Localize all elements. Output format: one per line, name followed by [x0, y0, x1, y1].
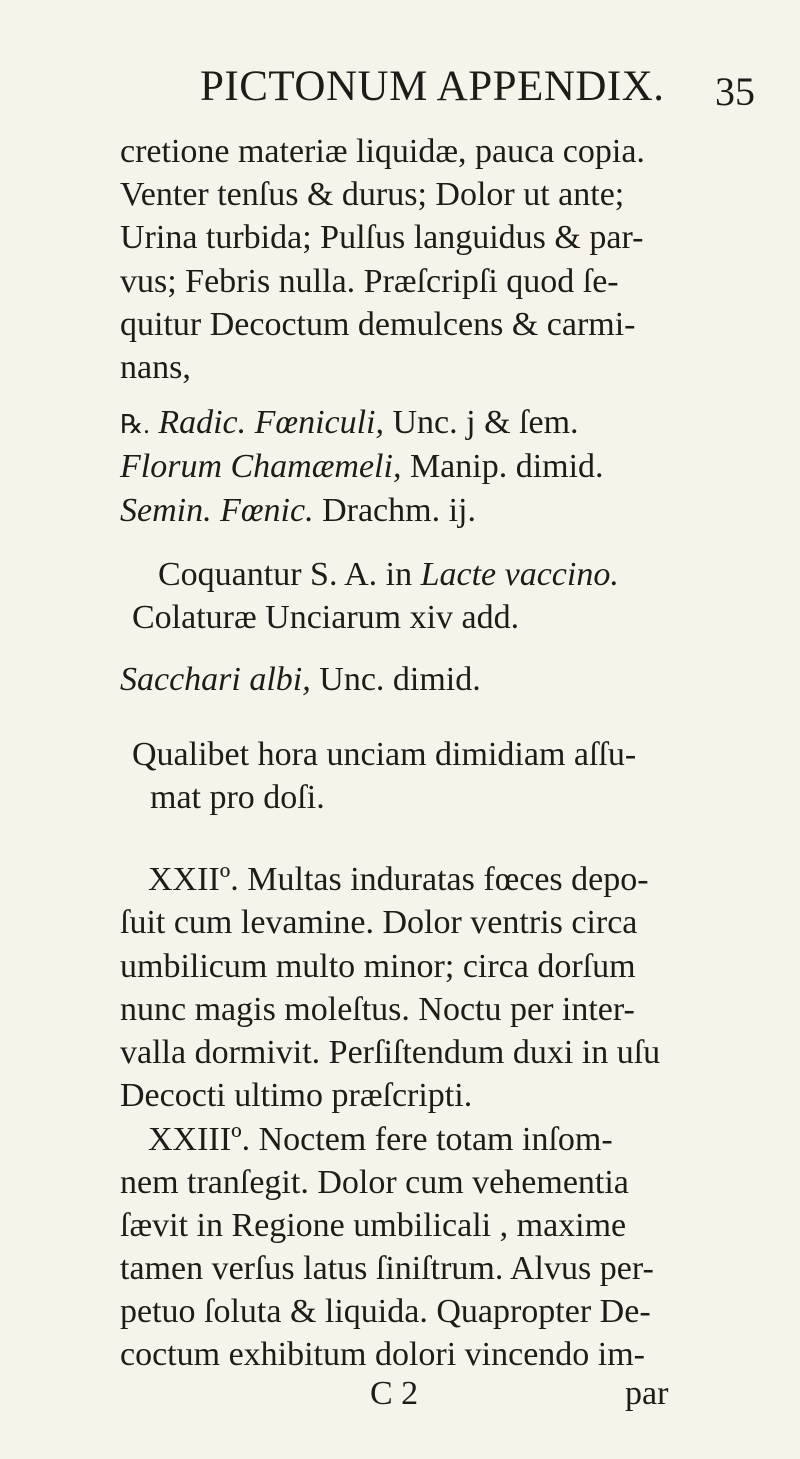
text-line: mat pro doſi. [150, 779, 325, 816]
recipe-ingredient: Florum Chamæmeli, [120, 448, 402, 485]
text-line: Decocti ultimo præſcripti. [120, 1077, 473, 1114]
text-line: quitur Decoctum demulcens & carmi- [120, 306, 636, 343]
text-line: Colaturæ Unciarum xiv add. [132, 599, 520, 636]
text-span-italic: Sacchari albi, [120, 661, 311, 698]
text-line: nans, [120, 349, 191, 386]
text-line: umbilicum multo minor; circa dorſum [120, 948, 636, 985]
recipe-dose: Unc. j & ſem. [392, 404, 579, 441]
text-span-italic: Lacte vaccino. [420, 556, 619, 593]
text-line: cretione materiæ liquidæ, pauca copia. [120, 133, 645, 170]
recipe-symbol: ℞. [120, 410, 150, 439]
recipe-line [120, 447, 604, 487]
text-line: coctum exhibitum dolori vincendo im- [120, 1336, 646, 1373]
recipe-dose: Drachm. ij. [322, 492, 476, 529]
text-span: Coquantur S. A. in [158, 556, 413, 593]
catchword: par [625, 1375, 669, 1412]
running-header: PICTONUM APPENDIX. [200, 63, 665, 110]
text-line: ſævit in Regione umbilicali , maxime [120, 1207, 627, 1244]
recipe-line [120, 403, 579, 445]
text-line: Urina turbida; Pulſus languidus & par- [120, 219, 644, 256]
signature-mark: C 2 [370, 1375, 419, 1412]
text-line [120, 660, 481, 700]
text-line: valla dormivit. Perſiſtendum duxi in uſu [120, 1034, 661, 1071]
text-line [158, 555, 619, 595]
recipe-line [120, 491, 476, 531]
recipe-ingredient: Radic. Fœniculi, [158, 404, 384, 441]
text-line: XXIIIº. Noctem fere totam inſom- [148, 1121, 613, 1158]
text-line: vus; Febris nulla. Præſcripſi quod ſe- [120, 263, 619, 300]
recipe-ingredient: Semin. Fœnic. [120, 492, 314, 529]
text-span: Unc. dimid. [319, 661, 481, 698]
text-line: petuo ſoluta & liquida. Quapropter De- [120, 1293, 651, 1330]
text-line: nem tranſegit. Dolor cum vehementia [120, 1164, 629, 1201]
recipe-dose: Manip. dimid. [409, 448, 604, 485]
text-line: Venter tenſus & durus; Dolor ut ante; [120, 176, 625, 213]
page-number: 35 [715, 69, 755, 114]
text-line: XXIIº. Multas induratas fœces depo- [148, 861, 649, 898]
text-line: ſuit cum levamine. Dolor ventris circa [120, 904, 638, 941]
text-line: Qualibet hora unciam dimidiam aſſu- [132, 736, 637, 773]
text-line: tamen verſus latus ſiniſtrum. Alvus per- [120, 1250, 654, 1287]
text-line: nunc magis moleſtus. Noctu per inter- [120, 991, 635, 1028]
